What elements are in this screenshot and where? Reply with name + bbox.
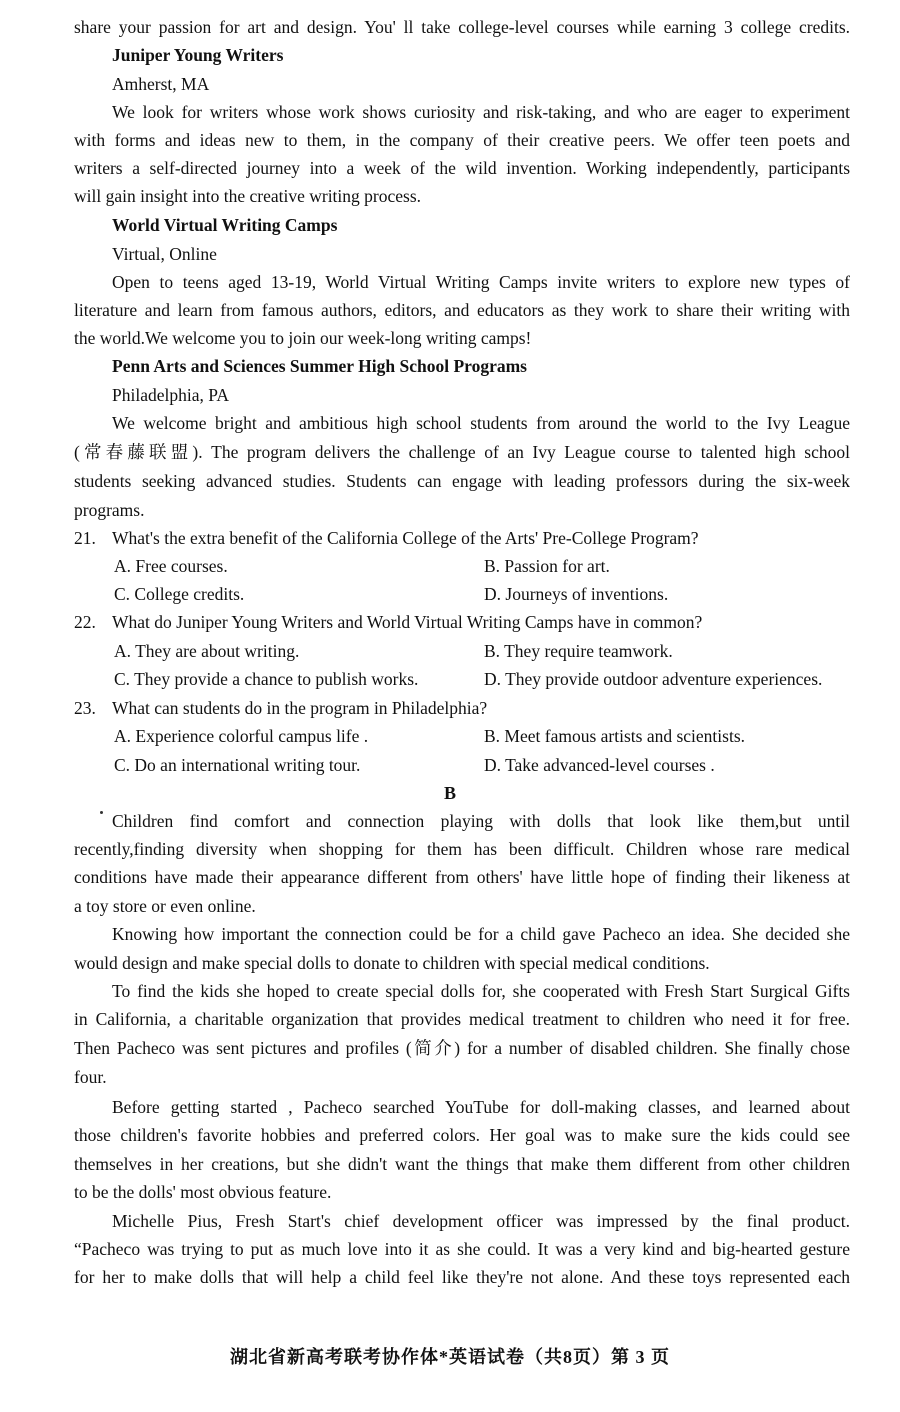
- option-d: D. They provide outdoor adventure experiences.: [484, 669, 823, 689]
- option-b: B. Passion for art.: [484, 556, 610, 576]
- text-line: (常春藤联盟). The program delivers the challenge of an Ivy League course to talented high school: [74, 442, 850, 462]
- option-b: B. They require teamwork.: [484, 641, 673, 661]
- text-line: will gain insight into the creative writing process.: [74, 186, 422, 206]
- text-line: Children find comfort and connection playing with dolls that look like them,but until: [112, 811, 850, 831]
- option-c: C. Do an international writing tour.: [114, 755, 361, 775]
- text-line: To find the kids she hoped to create special dolls for, she cooperated with Fresh Start Surgical Gifts: [112, 981, 850, 1001]
- question-number: 23.: [74, 698, 96, 718]
- text-line: Then Pacheco was sent pictures and profiles (简介) for a number of disabled children. She finally chose: [74, 1038, 850, 1058]
- option-b: B. Meet famous artists and scientists.: [484, 726, 746, 746]
- option-d: D. Journeys of inventions.: [484, 584, 669, 604]
- option-d: D. Take advanced-level courses .: [484, 755, 715, 775]
- text-line: in California, a charitable organization that provides medical treatment to children who need it for free.: [74, 1009, 850, 1029]
- text-line: Open to teens aged 13-19, World Virtual Writing Camps invite writers to explore new types of: [112, 272, 850, 292]
- text-line: We welcome bright and ambitious high school students from around the world to the Ivy League: [112, 413, 850, 433]
- text-line: share your passion for art and design. You' ll take college-level courses while earning 3 college credits.: [74, 17, 850, 37]
- text-line: themselves in her creations, but she didn't want the things that make them different from other children: [74, 1154, 850, 1174]
- option-c: C. They provide a chance to publish works.: [114, 669, 419, 689]
- text-line: conditions have made their appearance different from others' have little hope of finding their likeness at: [74, 867, 850, 887]
- text-line: with forms and ideas new to them, in the company of their creative peers. We offer teen poets and: [74, 130, 850, 150]
- question-text: What do Juniper Young Writers and World Virtual Writing Camps have in common?: [112, 612, 703, 632]
- ink-speck: [100, 811, 103, 814]
- option-c: C. College credits.: [114, 584, 245, 604]
- program-heading-penn: Penn Arts and Sciences Summer High School Programs: [112, 356, 527, 376]
- text-line: Knowing how important the connection could be for a child gave Pacheco an idea. She decided she: [112, 924, 850, 944]
- text-line: Before getting started , Pacheco searched YouTube for doll-making classes, and learned about: [112, 1097, 850, 1117]
- text-line: programs.: [74, 500, 145, 520]
- option-a: A. Experience colorful campus life .: [114, 726, 369, 746]
- question-number: 22.: [74, 612, 96, 632]
- text-line: We look for writers whose work shows curiosity and risk-taking, and who are eager to experiment: [112, 102, 850, 122]
- text-line: four.: [74, 1067, 107, 1087]
- text-line: writers a self-directed journey into a week of the wild invention. Working independently, participants: [74, 158, 850, 178]
- text-line: to be the dolls' most obvious feature.: [74, 1182, 332, 1202]
- program-location: Amherst, MA: [112, 74, 210, 94]
- text-line: literature and learn from famous authors, editors, and educators as they work to share their writing with: [74, 300, 850, 320]
- section-heading: B: [443, 783, 456, 803]
- text-line: a toy store or even online.: [74, 896, 256, 916]
- text-line: recently,finding diversity when shopping for them has been difficult. Children whose rare medical: [74, 839, 850, 859]
- text-line: “Pacheco was trying to put as much love into it as she could. It was a very kind and big-hearted gesture: [74, 1239, 850, 1259]
- question-number: 21.: [74, 528, 96, 548]
- program-heading-juniper: Juniper Young Writers: [112, 45, 284, 65]
- question-text: What can students do in the program in Philadelphia?: [112, 698, 488, 718]
- program-location: Philadelphia, PA: [112, 385, 229, 405]
- page-footer: 湖北省新高考联考协作体*英语试卷（共8页）第 3 页: [230, 1347, 670, 1367]
- text-line: those children's favorite hobbies and preferred colors. Her goal was to make sure the kids could see: [74, 1125, 850, 1145]
- program-location: Virtual, Online: [112, 244, 217, 264]
- question-text: What's the extra benefit of the California College of the Arts' Pre-College Program?: [112, 528, 699, 548]
- text-line: students seeking advanced studies. Students can engage with leading professors during the six-week: [74, 471, 850, 491]
- option-a: A. They are about writing.: [114, 641, 300, 661]
- text-line: the world.We welcome you to join our week-long writing camps!: [74, 328, 532, 348]
- program-heading-world-virtual: World Virtual Writing Camps: [112, 215, 338, 235]
- text-line: would design and make special dolls to donate to children with special medical conditions.: [74, 953, 710, 973]
- text-line: Michelle Pius, Fresh Start's chief development officer was impressed by the final product.: [112, 1211, 850, 1231]
- text-line: for her to make dolls that will help a child feel like they're not alone. And these toys represented each: [74, 1267, 850, 1287]
- option-a: A. Free courses.: [114, 556, 228, 576]
